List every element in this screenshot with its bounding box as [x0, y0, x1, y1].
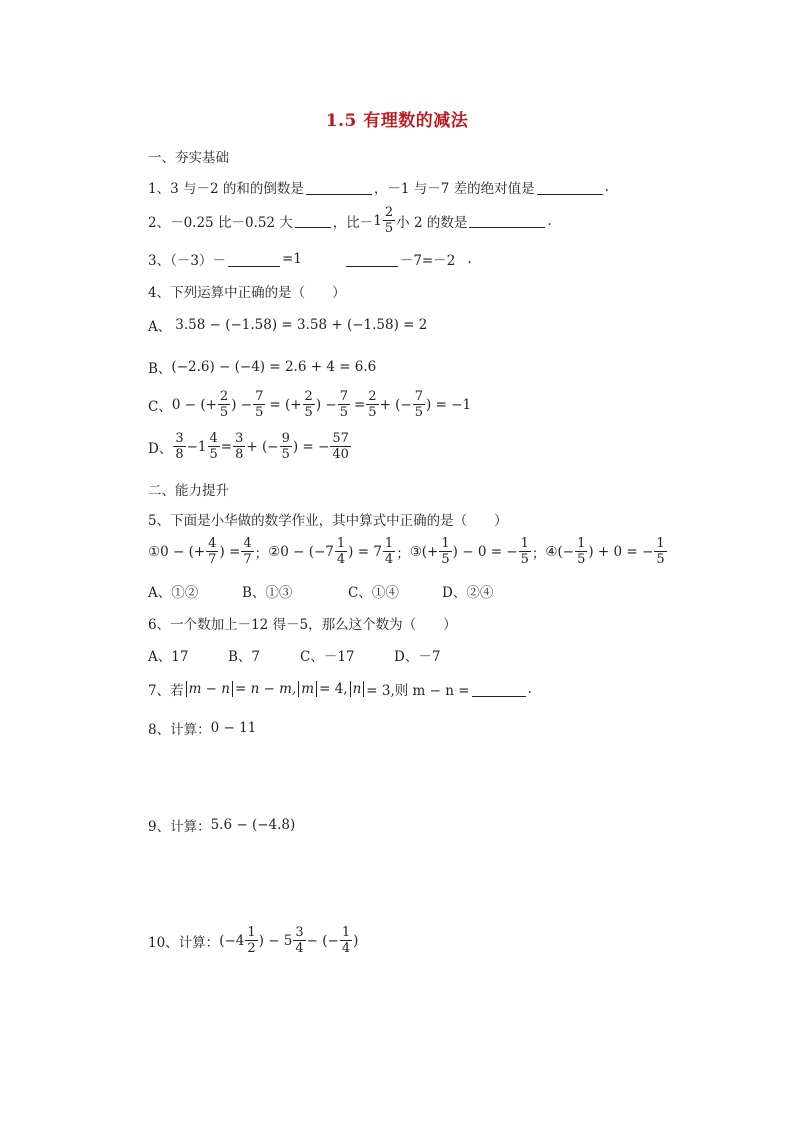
option-label: A、	[148, 319, 172, 335]
q2-text-c: 小 2 的数是	[396, 214, 468, 231]
q4-option-c[interactable]	[148, 390, 471, 419]
q6-stem: 6、一个数加上－12 得－5，那么这个数为（ ）	[148, 617, 457, 633]
question-7	[148, 679, 532, 699]
q7-expr: = 4,	[319, 681, 348, 697]
expr-part: =	[353, 396, 366, 413]
abs-bar	[186, 681, 187, 697]
expr-part: ) = 7	[348, 543, 382, 560]
question-5	[148, 509, 508, 529]
q7-expr: n	[352, 681, 362, 697]
q4-option-d[interactable]	[148, 432, 352, 461]
question-10	[148, 926, 358, 955]
expr-part: )	[353, 932, 359, 949]
q6-option-c[interactable]: C、－17	[300, 649, 355, 665]
q5-option-a[interactable]: A、①②	[148, 585, 199, 601]
q7-text-h: .	[527, 681, 532, 697]
q8-label: 8、计算：	[148, 722, 211, 738]
abs-bar	[232, 681, 233, 697]
answer-blank[interactable]	[346, 252, 398, 267]
fraction: $\frac{7}{5}$	[339, 389, 348, 420]
answer-blank[interactable]	[306, 180, 372, 195]
q7-expr: = 3,则 m − n =	[366, 683, 470, 699]
option-label: D、	[148, 440, 173, 457]
expr-part: = (+	[269, 396, 302, 413]
expr-part: 0 − (+	[171, 396, 217, 413]
fraction: $\frac{1}{5}$	[656, 536, 665, 567]
fraction: $\frac{3}{8}$	[175, 431, 184, 462]
answer-blank[interactable]	[472, 682, 526, 697]
answer-blank[interactable]	[228, 252, 280, 267]
q3-text-a: 3、（－3）－	[148, 253, 226, 269]
expr-part: ) = −1	[426, 396, 472, 413]
q5-options	[148, 581, 493, 601]
expr-part: ) + 0 = −	[588, 543, 654, 560]
q7-text-a: 7、若	[148, 683, 184, 699]
fraction: $\frac{2}{5}$	[368, 389, 377, 420]
page-title: 1.5 有理数的减法	[325, 111, 469, 131]
section-heading-basic	[148, 146, 229, 166]
fraction: $\frac{3}{8}$	[235, 431, 244, 462]
expr-part: (−4	[219, 932, 245, 949]
expr-part: ①0 − (+	[148, 543, 206, 560]
abs-bar	[298, 681, 299, 697]
answer-blank[interactable]	[537, 180, 603, 195]
mixed-number-whole: 1	[373, 212, 382, 229]
fraction: $\frac{1}{5}$	[577, 536, 586, 567]
section-label: 二、能力提升	[148, 483, 229, 499]
abs-bar	[350, 681, 351, 697]
fraction: $\frac{1}{4}$	[341, 925, 351, 956]
expr-part: ②0 − (−7	[268, 543, 334, 560]
fraction: $\frac{7}{5}$	[414, 389, 424, 420]
expr-part: + (−	[379, 396, 412, 413]
q1-text-c: .	[604, 179, 609, 195]
option-expression: 3.58 − (−1.58) = 3.58 + (−1.58) = 2	[175, 317, 428, 333]
q7-expr: = n − m,	[234, 681, 297, 697]
option-expression: (−2.6) − (−4) = 2.6 + 4 = 6.6	[171, 359, 377, 375]
expr-part: ) − 5	[258, 932, 293, 949]
q2-text-d: .	[547, 212, 552, 229]
q9-expression: 5.6 − (−4.8)	[210, 817, 296, 833]
option-label: C、	[148, 398, 172, 415]
section-heading-advanced	[148, 479, 229, 499]
expr-part: + (−	[246, 438, 279, 455]
question-8	[148, 718, 256, 738]
expr-part: ) =	[219, 543, 241, 560]
fraction: $\frac{2}{5}$	[219, 389, 229, 420]
q6-option-d[interactable]: D、－7	[394, 649, 441, 665]
q5-option-b[interactable]: B、①③	[242, 585, 293, 601]
q6-options	[148, 645, 440, 665]
expr-part: ；	[254, 545, 269, 562]
fraction: $\frac{1}{5}$	[441, 536, 450, 567]
q10-label: 10、计算：	[148, 934, 220, 951]
q6-option-a[interactable]: A、17	[148, 649, 189, 665]
q7-expr: m − n	[188, 681, 230, 697]
q5-option-d[interactable]: D、②④	[442, 585, 494, 601]
option-label: B、	[148, 361, 172, 377]
q5-expressions	[148, 537, 668, 566]
fraction: $\frac{2}{5}$	[304, 389, 313, 420]
question-6	[148, 613, 457, 633]
q9-label: 9、计算：	[148, 819, 211, 835]
q2-text-a: 2、－0.25 比－0.52 大	[148, 214, 293, 231]
q3-text-b: =1	[281, 251, 302, 267]
fraction: $\frac{4}{7}$	[208, 536, 217, 567]
expr-part: ) − 0 = −	[452, 543, 518, 560]
q5-option-c[interactable]: C、①④	[348, 585, 399, 601]
q4-option-b[interactable]	[148, 357, 376, 377]
expr-part: ④(−	[545, 543, 575, 560]
answer-blank[interactable]	[469, 213, 545, 228]
question-2	[148, 206, 552, 235]
q7-expr: m	[301, 681, 315, 697]
q4-option-a[interactable]	[148, 315, 427, 335]
section-label: 一、夯实基础	[148, 150, 229, 166]
expr-part: ) −	[315, 396, 337, 413]
fraction: $\frac{57}{40}$	[332, 431, 349, 462]
abs-bar	[363, 681, 364, 697]
fraction: $\frac{1}{2}$	[247, 925, 256, 956]
fraction: $\frac{7}{5}$	[255, 389, 264, 420]
expr-part: ；	[531, 545, 546, 562]
question-9	[148, 815, 295, 835]
question-1	[148, 177, 609, 197]
fraction: $\frac{1}{5}$	[520, 536, 529, 567]
expr-part: ③(+	[409, 543, 439, 560]
expr-part: ) = −	[292, 438, 330, 455]
expr-part: − (−	[306, 932, 339, 949]
fraction: $\frac{9}{5}$	[281, 431, 290, 462]
abs-bar	[316, 681, 317, 697]
expr-part: −1	[186, 438, 207, 455]
fraction: $\frac{3}{4}$	[295, 925, 304, 956]
q1-text-b: ，－1 与－7 差的绝对值是	[373, 181, 535, 197]
fraction: $\frac{2}{5}$	[384, 205, 394, 236]
q5-stem: 5、下面是小华做的数学作业，其中算式中正确的是（ ）	[148, 513, 508, 529]
fraction: $\frac{1}{4}$	[336, 536, 346, 567]
question-4	[148, 281, 346, 301]
expr-part: =	[220, 438, 233, 455]
fraction: $\frac{4}{5}$	[209, 431, 218, 462]
expr-part: ；	[396, 545, 410, 562]
q6-option-b[interactable]: B、7	[228, 649, 261, 665]
fraction: $\frac{1}{4}$	[384, 536, 394, 567]
q3-text-d: .	[467, 251, 472, 267]
q4-stem: 4、下列运算中正确的是（ ）	[148, 285, 346, 301]
expr-part: ) −	[231, 396, 253, 413]
q1-text-a: 1、3 与－2 的和的倒数是	[148, 181, 304, 197]
q2-text-b: ，比－	[332, 214, 374, 231]
question-3	[148, 249, 472, 269]
q3-text-c: －7=－2	[399, 253, 456, 269]
q8-expression: 0 − 11	[210, 720, 257, 736]
fraction: $\frac{4}{7}$	[243, 536, 252, 567]
answer-blank[interactable]	[295, 213, 331, 228]
